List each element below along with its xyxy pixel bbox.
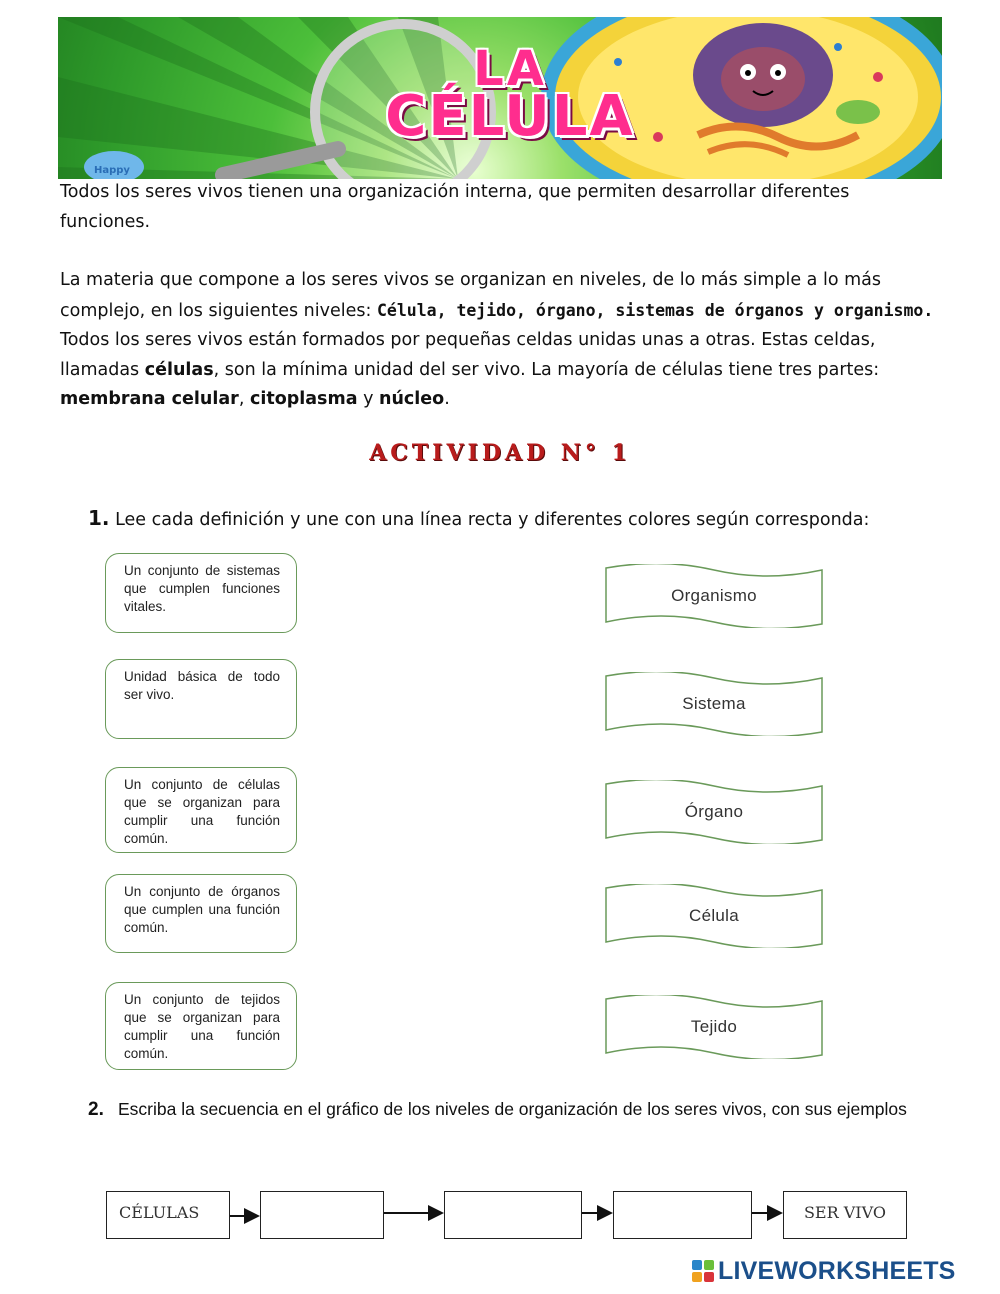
intro-p3-text-e: . — [444, 389, 450, 409]
question-2 — [88, 1096, 940, 1123]
question-1 — [88, 506, 988, 530]
intro-p2-bold: Célula, tejido, órgano, sistemas de órganos y organismo. — [376, 300, 934, 320]
term-banner-tejido[interactable] — [604, 995, 824, 1059]
term-banner-sistema[interactable] — [604, 672, 824, 736]
term-label: Organismo — [671, 586, 757, 605]
banner-title-line1: LA — [473, 41, 547, 97]
definition-box-4[interactable]: Un conjunto de órganos que cumplen una función común. — [105, 874, 297, 953]
question-2-text: Escriba la secuencia en el gráfico de los niveles de organización de los seres vivos, con sus ejemplos — [118, 1099, 907, 1119]
flow-box-celulas: CÉLULAS — [106, 1191, 230, 1239]
intro-p3-bold-cells: células — [144, 359, 214, 380]
term-label: Órgano — [684, 802, 744, 821]
intro-p3-bold-cytoplasm: citoplasma — [249, 389, 358, 409]
definition-box-5[interactable]: Un conjunto de tejidos que se organizan para cumplir una función común. — [105, 982, 297, 1070]
question-1-number: 1. — [88, 506, 110, 530]
activity-title: ACTIVIDAD N° 1 — [369, 440, 631, 466]
term-banner-organo[interactable] — [604, 780, 824, 844]
definition-box-1[interactable]: Un conjunto de sistemas que cumplen funciones vitales. — [105, 553, 297, 633]
banner-title — [320, 41, 700, 149]
term-label: Tejido — [690, 1017, 738, 1036]
term-banner-celula[interactable] — [604, 884, 824, 948]
flow-box-ser-vivo: SER VIVO — [783, 1191, 907, 1239]
intro-p2-text: La materia que compone a los seres vivos se organizan en niveles, de lo más simple a lo más complejo, en los siguientes niveles: — [60, 270, 881, 321]
flow-box-blank-1[interactable] — [260, 1191, 384, 1239]
flow-box-blank-2[interactable] — [444, 1191, 582, 1239]
intro-paragraph-1: Todos los seres vivos tienen una organización interna, que permiten desarrollar diferentes funciones. — [60, 182, 850, 232]
definition-box-2[interactable]: Unidad básica de todo ser vivo. — [105, 659, 297, 739]
intro-p3-text-a: Todos los seres vivos están formados por pequeñas celdas unidas unas a otras. Estas celdas, llamadas — [60, 330, 876, 380]
term-label: Sistema — [682, 694, 746, 713]
question-1-text: Lee cada definición y une con una línea recta y diferentes colores según corresponda: — [115, 510, 870, 530]
intro-p3-bold-membrane: membrana celular — [60, 389, 239, 409]
liveworksheets-wordmark: LIVEWORKSHEETS — [718, 1256, 956, 1285]
term-label: Célula — [689, 906, 739, 925]
banner-title-line2: CÉLULA — [385, 84, 635, 149]
term-banner-organismo[interactable] — [604, 564, 824, 628]
liveworksheets-logo — [692, 1256, 956, 1286]
intro-p3-text-c: , — [238, 389, 250, 409]
intro-p3-bold-nucleus: núcleo — [379, 389, 445, 409]
banner-image — [58, 17, 942, 179]
banner-badge-text: Happy — [94, 165, 130, 176]
liveworksheets-icon — [692, 1260, 714, 1282]
intro-p3-text-d: y — [357, 389, 379, 409]
intro-p3-text-b: , son la mínima unidad del ser vivo. La mayoría de células tiene tres partes: — [213, 359, 880, 380]
question-2-number: 2. — [88, 1099, 104, 1120]
definition-box-3[interactable]: Un conjunto de células que se organizan para cumplir una función común. — [105, 767, 297, 853]
intro-paragraph-2 — [60, 266, 940, 415]
flow-box-blank-3[interactable] — [613, 1191, 752, 1239]
